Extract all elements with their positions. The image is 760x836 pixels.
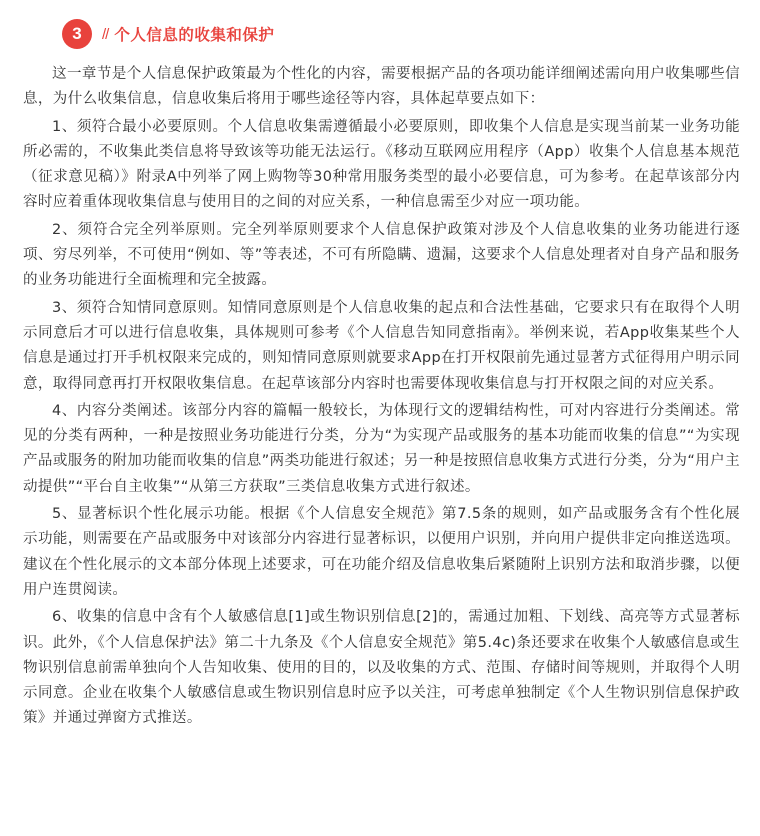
point-4-content-classification: 4、内容分类阐述。该部分内容的篇幅一般较长，为体现行文的逻辑结构性，可对内容进行分类阐述。常见的分类有两种，一种是按照业务功能进行分类，分为“为实现产品或服务的基本功能而收集的信息”“为实现产品或服务的附加功能而收集的信息”两类功能进行叙述；另一种是按照信息收集方式进行分类，分为“用户主动提供”“平台自主收集”“从第三方获取”三类信息收集方式进行叙述。 [23, 402, 740, 495]
point-6-sensitive-information: 6、收集的信息中含有个人敏感信息[1]或生物识别信息[2]的，需通过加粗、下划线、高亮等方式显著标识。此外，《个人信息保护法》第二十九条及《个人信息安全规范》第5.4c)条还要求在收集个人敏感信息或生物识别信息前需单独向个人告知收集、使用的目的，以及收集的方式、范围、存储时间等规则，并取得个人明示同意。企业在收集个人敏感信息或生物识别信息时应予以关注，可考虑单独制定《个人生物识别信息保护政策》并通过弹窗方式推送。 [23, 609, 740, 727]
section-title: 个人信息的收集和保护 [114, 26, 275, 44]
section-title-slashes: // [102, 25, 109, 43]
section-header [62, 18, 274, 50]
point-3-informed-consent: 3、须符合知情同意原则。知情同意原则是个人信息收集的起点和合法性基础，它要求只有在取得个人明示同意后才可以进行信息收集，具体规则可参考《个人信息告知同意指南》。举例来说，若App收集某些个人信息是通过打开手机权限来完成的，则知情同意原则就要求App在打开权限前先通过显著方式征得用户明示同意，取得同意再打开权限收集信息。在起草该部分内容时也需要体现收集信息与打开权限之间的对应关系。 [23, 299, 740, 392]
point-5-personalized-display: 5、显著标识个性化展示功能。根据《个人信息安全规范》第7.5条的规则，如产品或服务含有个性化展示功能，则需要在产品或服务中对该部分内容进行显著标识，以便用户识别，并向用户提供非定向推送选项。建议在个性化展示的文本部分体现上述要求，可在功能介绍及信息收集后紧随附上识别方法和取消步骤，以便用户连贯阅读。 [23, 506, 740, 598]
point-1-minimum-necessary: 1、须符合最小必要原则。个人信息收集需遵循最小必要原则，即收集个人信息是实现当前某一业务功能所必需的，不收集此类信息将导致该等功能无法运行。《移动互联网应用程序（App）收集个人信息基本规范（征求意见稿）》附录A中列举了网上购物等30种常用服务类型的最小必要信息，可为参考。在起草该部分内容时应着重体现收集信息与使用目的之间的对应关系，一种信息需至少对应一项功能。 [23, 118, 740, 211]
intro-paragraph: 这一章节是个人信息保护政策最为个性化的内容，需要根据产品的各项功能详细阐述需向用户收集哪些信息，为什么收集信息，信息收集后将用于哪些途径等内容，具体起草要点如下： [23, 66, 740, 108]
section-number-badge: 3 [62, 19, 92, 49]
point-2-full-enumeration: 2、须符合完全列举原则。完全列举原则要求个人信息保护政策对涉及个人信息收集的业务功能进行逐项、穷尽列举，不可使用“例如、等”等表述，不可有所隐瞒、遗漏，这要求个人信息处理者对自身产品和服务的业务功能进行全面梳理和完全披露。 [23, 221, 740, 289]
article-body [23, 62, 740, 734]
